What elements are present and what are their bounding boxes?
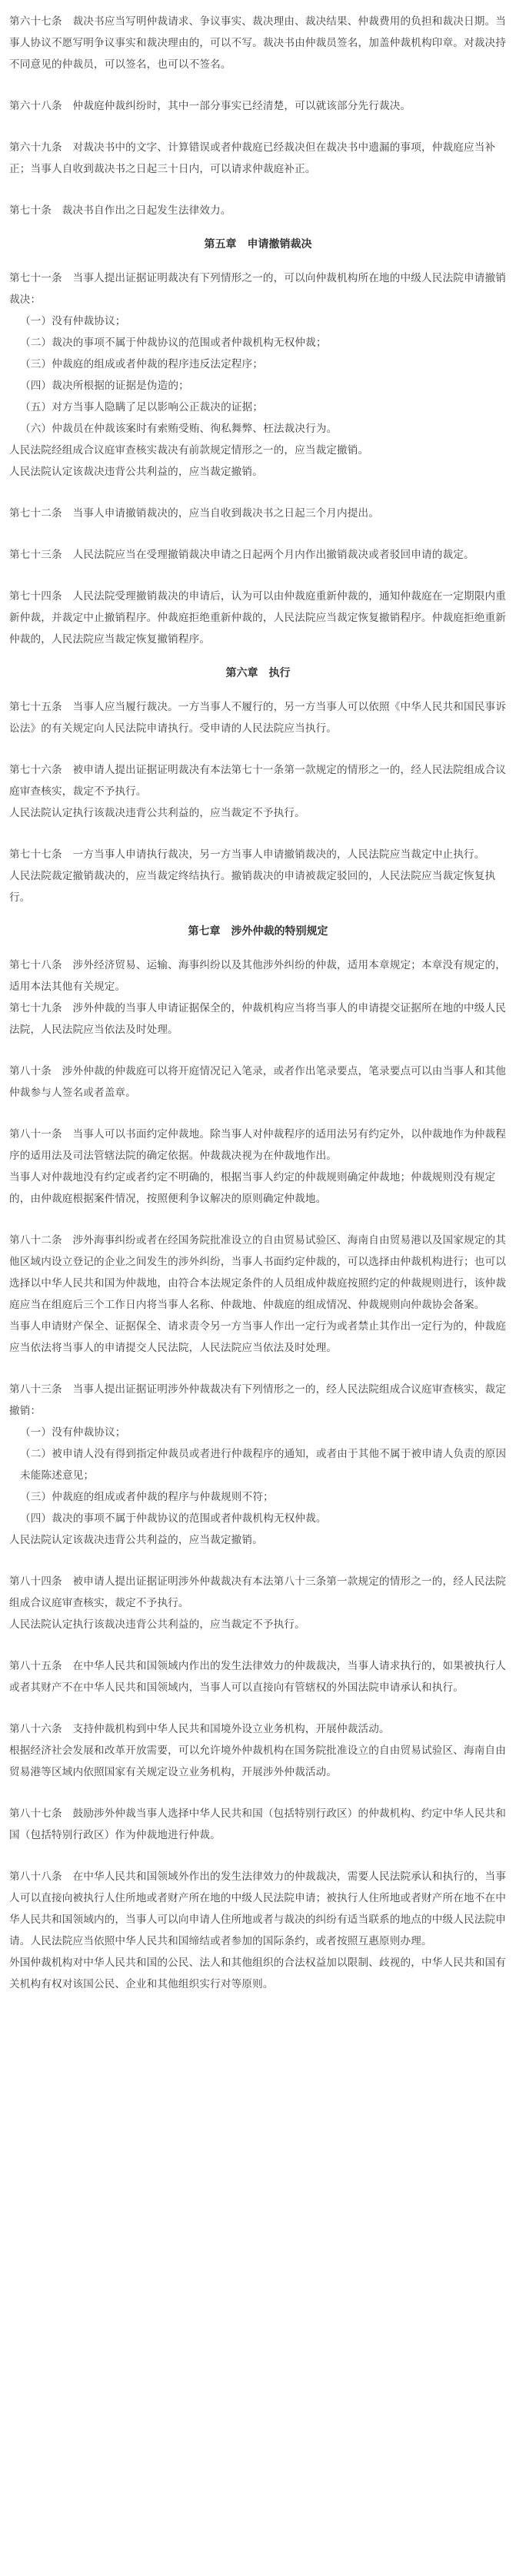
article-87-text: 第八十七条 鼓励涉外仲裁当事人选择中华人民共和国（包括特别行政区）的仲裁机构、约定中华人民共和国（包括特别行政区）作为仲裁地进行仲裁。 [9,1808,506,1841]
article-67-text: 第六十七条 裁决书应当写明仲裁请求、争议事实、裁决理由、裁决结果、仲裁费用的负担和裁决日期。当事人协议不愿写明争议事实和裁决理由的，可以不写。裁决书由仲裁员签名，加盖仲裁机构印章。对裁决持不同意见的仲裁员，可以签名，也可以不签名。 [9,15,506,71]
article-85 [9,1655,507,1698]
article-88 [9,1866,507,1995]
article-75-text: 第七十五条 当事人应当履行裁决。一方当事人不履行的，另一方当事人可以依照《中华人民共和国民事诉讼法》的有关规定向人民法院申请执行。受申请的人民法院应当执行。 [9,701,506,735]
article-87 [9,1803,507,1846]
article-73-text: 第七十三条 人民法院应当在受理撤销裁决申请之日起两个月内作出撤销裁决或者驳回申请的裁定。 [9,549,474,561]
list-item: （三）仲裁庭的组成或者仲裁的程序与仲裁规则不符； [20,1491,274,1503]
list-item: （三）仲裁庭的组成或者仲裁的程序违反法定程序； [20,358,264,370]
article-69 [9,137,507,180]
article-81 [9,1124,507,1210]
article-88-text: 第八十八条 在中华人民共和国领域外作出的发生法律效力的仲裁裁决，需要人民法院承认和执行的，当事人可以直接向被执行人住所地或者财产所在地的中级人民法院申请；被执行人住所地或者财产所在地不在中华人民共和国领域内的，当事人可以向申请人住所地或者与裁决的纠纷有适当联系的地点的中级人民法院申请。人民法院应当依照中华人民共和国缔结或者参加的国际条约，或者按照互惠原则办理。 [9,1871,506,1947]
article-72-text: 第七十二条 当事人申请撤销裁决的，应当自收到裁决书之日起三个月内提出。 [9,507,380,520]
article-83-tail: 人民法院认定该裁决违背公共利益的，应当裁定撤销。 [9,1534,263,1546]
article-80-text: 第八十条 涉外仲裁的仲裁庭可以将开庭情况记入笔录，或者作出笔录要点，笔录要点可以由当事人和其他仲裁参与人签名或者盖章。 [9,1065,506,1099]
article-82-text: 第八十二条 涉外海事纠纷或者在经国务院批准设立的自由贸易试验区、海南自由贸易港以及国家规定的其他区域内设立登记的企业之间发生的涉外纠纷，当事人书面约定仲裁的，可以选择由仲裁机构进行；也可以选择以中华人民共和国为仲裁地，由符合本法规定条件的人员组成仲裁庭按照约定的仲裁规则进行，该仲裁庭应当在组庭后三个工作日内将当事人名称、仲裁地、仲裁庭的组成情况、仲裁规则向仲裁协会备案。 [9,1234,506,1311]
article-69-text: 第六十九条 对裁决书中的文字、计算错误或者仲裁庭已经裁决但在裁决书中遗漏的事项，仲裁庭应当补正；当事人自收到裁决书之日起三十日内，可以请求仲裁庭补正。 [9,141,496,175]
article-81-text: 第八十一条 当事人可以书面约定仲裁地。除当事人对仲裁程序的适用法另有约定外，以仲裁地作为仲裁程序的适用法及司法管辖法院的确定依据。仲裁裁决视为在仲裁地作出。 [9,1128,506,1162]
article-83 [9,1379,507,1551]
article-67 [9,11,507,75]
article-72 [9,503,507,524]
article-82 [9,1230,507,1359]
article-78 [9,954,507,1041]
article-77-text: 第七十七条 一方当事人申请执行裁决，另一方当事人申请撤销裁决的，人民法院应当裁定中止执行。 [9,848,485,861]
article-83-text: 第八十三条 当事人提出证据证明涉外仲裁裁决有下列情形之一的，经人民法院组成合议庭审查核实，裁定撤销： [9,1383,506,1417]
article-70 [9,200,507,221]
chapter-7-heading: 第七章 涉外仲裁的特别规定 [188,925,328,938]
article-71-tail: 人民法院认定该裁决违背公共利益的，应当裁定撤销。 [9,466,263,478]
article-71-text: 第七十一条 当事人提出证据证明裁决有下列情形之一的，可以向仲裁机构所在地的中级人民法院申请撤销裁决： [9,272,506,306]
article-76-text: 人民法院认定执行该裁决违背公共利益的，应当裁定不予执行。 [9,807,305,819]
article-74 [9,586,507,650]
list-item: （二）被申请人没有得到指定仲裁员或者进行仲裁程序的通知，或者由于其他不属于被申请人负责的原因未能陈述意见； [20,1448,507,1482]
article-81-text: 当事人对仲裁地没有约定或者约定不明确的，根据当事人约定的仲裁规则确定仲裁地；仲裁规则没有规定的，由仲裁庭根据案件情况，按照便利争议解决的原则确定仲裁地。 [9,1171,496,1205]
article-86-text: 根据经济社会发展和改革开放需要，可以允许境外仲裁机构在国务院批准设立的自由贸易试验区、海南自由贸易港等区域内依照国家有关规定设立业务机构，开展涉外仲裁活动。 [9,1744,506,1778]
chapter-6-heading: 第六章 执行 [225,667,291,679]
article-68-text: 第六十八条 仲裁庭仲裁纠纷时，其中一部分事实已经清楚，可以就该部分先行裁决。 [9,100,411,112]
article-77-text: 人民法院裁定撤销裁决的，应当裁定终结执行。撤销裁决的申请被裁定驳回的，人民法院应当裁定恢复执行。 [9,870,496,904]
list-item: （四）裁决的事项不属于仲裁协议的范围或者仲裁机构无权仲裁。 [20,1512,327,1525]
article-77 [9,844,507,908]
article-70-text: 第七十条 裁决书自作出之日起发生法律效力。 [9,204,231,217]
list-item: （二）裁决的事项不属于仲裁协议的范围或者仲裁机构无权仲裁； [20,337,327,349]
article-76 [9,759,507,824]
list-item: （一）没有仲裁协议； [20,315,126,327]
article-85-text: 第八十五条 在中华人民共和国领域内作出的发生法律效力的仲裁裁决，当事人请求执行的，如果被执行人或者其财产不在中华人民共和国领域内，当事人可以直接向有管辖权的外国法院申请承认和执行。 [9,1660,506,1694]
list-item: （五）对方当事人隐瞒了足以影响公正裁决的证据； [20,401,264,413]
article-80 [9,1061,507,1104]
article-71-tail: 人民法院经组成合议庭审查核实裁决有前款规定情形之一的，应当裁定撤销。 [9,444,369,456]
article-73 [9,544,507,566]
article-78-text: 第七十八条 涉外经济贸易、运输、海事纠纷以及其他涉外纠纷的仲裁，适用本章规定；本章没有规定的，适用本法其他有关规定。 [9,959,506,993]
article-82-text: 当事人申请财产保全、证据保全、请求责令另一方当事人作出一定行为或者禁止其作出一定行为的，仲裁庭应当依法将当事人的申请提交人民法院，人民法院应当依法及时处理。 [9,1320,506,1354]
list-item: （六）仲裁员在仲裁该案时有索贿受贿、徇私舞弊、枉法裁决行为。 [20,423,338,435]
article-76-text: 第七十六条 被申请人提出证据证明裁决有本法第七十一条第一款规定的情形之一的，经人民法院组成合议庭审查核实，裁定不予执行。 [9,764,506,798]
article-84-text: 第八十四条 被申请人提出证据证明涉外仲裁裁决有本法第八十三条第一款规定的情形之一的，经人民法院组成合议庭审查核实，裁定不予执行。 [9,1575,506,1609]
article-86-text: 第八十六条 支持仲裁机构到中华人民共和国境外设立业务机构，开展仲裁活动。 [9,1723,390,1735]
article-74-text: 第七十四条 人民法院受理撤销裁决的申请后，认为可以由仲裁庭重新仲裁的，通知仲裁庭在一定期限内重新仲裁，并裁定中止撤销程序。仲裁庭拒绝重新仲裁的，人民法院应当裁定恢复撤销程序。仲裁庭拒绝重新仲裁的，人民法院应当裁定恢复撤销程序。 [9,590,506,646]
list-item: （四）裁决所根据的证据是伪造的； [20,380,189,392]
article-71 [9,267,507,483]
article-75 [9,696,507,739]
article-79-text: 第七十九条 涉外仲裁的当事人申请证据保全的，仲裁机构应当将当事人的申请提交证据所在地的中级人民法院，人民法院应当依法及时处理。 [9,1002,506,1036]
article-84-text: 人民法院认定执行该裁决违背公共利益的，应当裁定不予执行。 [9,1618,305,1631]
article-86 [9,1718,507,1783]
article-84 [9,1571,507,1635]
article-88-text: 外国仲裁机构对中华人民共和国的公民、法人和其他组织的合法权益加以限制、歧视的，中华人民共和国有关机构有权对该国公民、企业和其他组织实行对等原则。 [9,1957,506,1990]
list-item: （一）没有仲裁协议； [20,1426,126,1439]
article-68 [9,95,507,117]
chapter-5-heading: 第五章 申请撤销裁决 [204,238,312,251]
